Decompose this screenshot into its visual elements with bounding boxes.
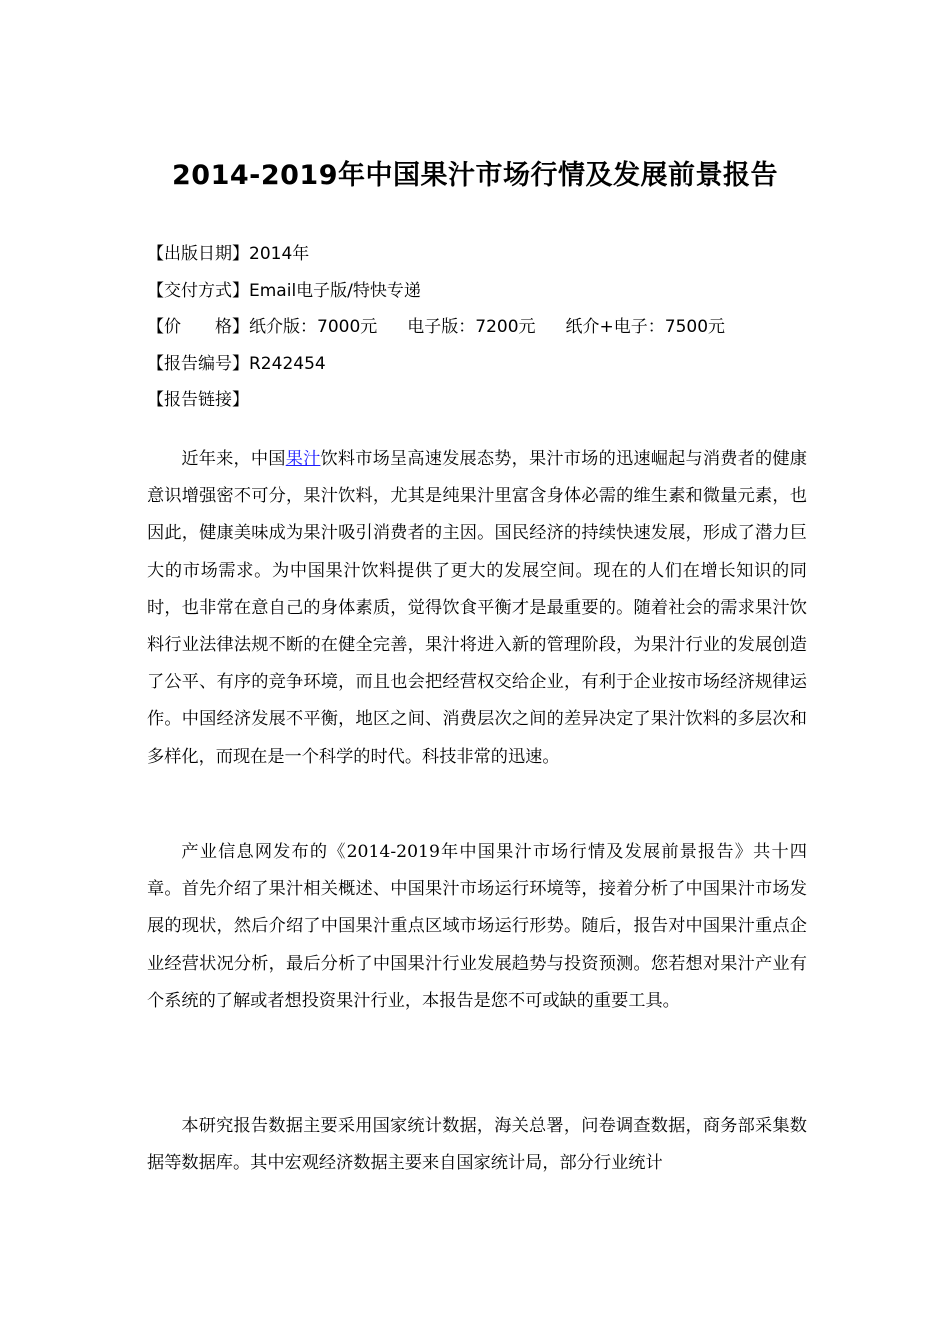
- paragraph-data-sources: 本研究报告数据主要采用国家统计数据，海关总署，问卷调查数据，商务部采集数据等数据库。其中宏观经济数据主要来自国家统计局，部分行业统计: [147, 1116, 807, 1174]
- price-combined: 纸介+电子：7500元: [565, 317, 726, 337]
- paragraph-intro: [147, 441, 807, 776]
- publish-date-label: 【出版日期】: [147, 244, 249, 264]
- paragraph-intro-rest: 饮料市场呈高速发展态势，果汁市场的迅速崛起与消费者的健康意识增强密不可分，果汁饮料，尤其是纯果汁里富含身体必需的维生素和微量元素，也因此，健康美味成为果汁吸引消费者的主因。国民经济的持续快速发展，形成了潜力巨大的市场需求。为中国果汁饮料提供了更大的发展空间。现在的人们在增长知识的同时，也非常在意自己的身体素质，觉得饮食平衡才是最重要的。随着社会的需求果汁饮料行业法律法规不断的在健全完善，果汁将进入新的管理阶段，为果汁行业的发展创造了公平、有序的竞争环境，而且也会把经营权交给企业，有利于企业按市场经济规律运作。中国经济发展不平衡，地区之间、消费层次之间的差异决定了果汁饮料的多层次和多样化，而现在是一个科学的时代。科技非常的迅速。: [147, 449, 807, 767]
- meta-row-delivery: [147, 275, 827, 312]
- meta-row-report-number: [147, 348, 827, 385]
- price-electronic: 电子版：7200元: [407, 317, 536, 337]
- delivery-value: Email电子版/特快专递: [249, 280, 421, 301]
- publish-date-value: 2014年: [249, 244, 310, 264]
- juice-link[interactable]: 果汁: [285, 449, 321, 469]
- price-paper: 纸介版：7000元: [249, 317, 378, 337]
- report-number-label: 【报告编号】: [147, 353, 249, 374]
- report-link-label: 【报告链接】: [147, 390, 249, 410]
- price-label: 【价 格】: [147, 317, 249, 337]
- report-meta: [147, 238, 827, 421]
- delivery-label: 【交付方式】: [147, 280, 249, 301]
- meta-row-price: [147, 311, 827, 348]
- meta-row-publish-date: [147, 238, 827, 275]
- paragraph-intro-lead: 近年来，中国: [181, 449, 286, 469]
- paragraph-report-overview: 产业信息网发布的《2014-2019年中国果汁市场行情及发展前景报告》共十四章。首先介绍了果汁相关概述、中国果汁市场运行环境等，接着分析了中国果汁市场发展的现状，然后介绍了中国果汁重点区域市场运行形势。随后，报告对中国果汁重点企业经营状况分析，最后分析了中国果汁行业发展趋势与投资预测。您若想对果汁产业有个系统的了解或者想投资果汁行业，本报告是您不可或缺的重要工具。: [147, 842, 807, 1011]
- document-title: 2014-2019年中国果汁市场行情及发展前景报告: [172, 160, 778, 191]
- report-number-value: R242454: [249, 353, 326, 374]
- meta-row-report-link: [147, 384, 827, 421]
